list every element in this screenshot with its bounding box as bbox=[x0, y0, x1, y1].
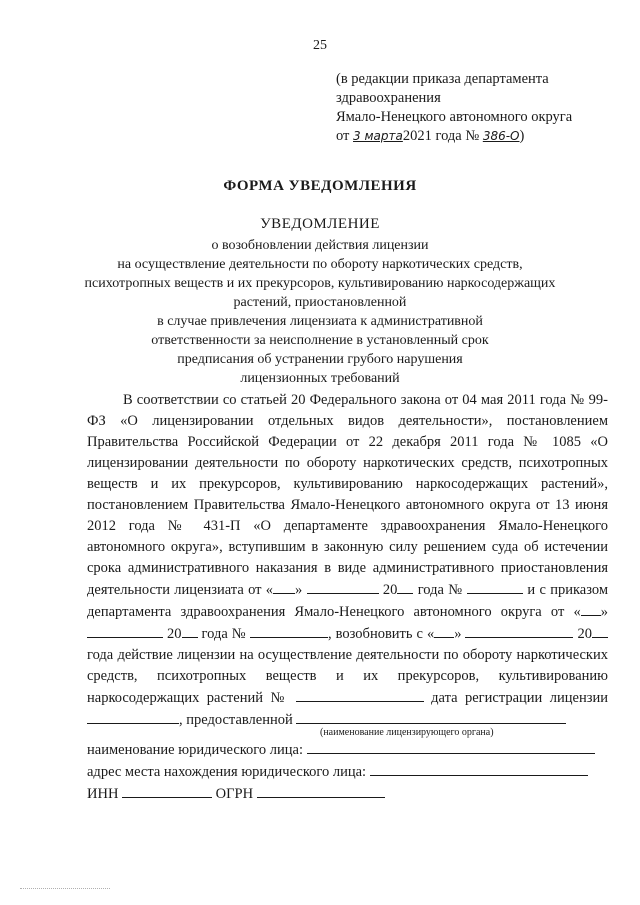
page-number: 25 bbox=[313, 38, 327, 53]
edition-line-1: (в редакции приказа департамента bbox=[336, 71, 549, 87]
suspension-year-blank[interactable] bbox=[397, 579, 413, 594]
notice-title: УВЕДОМЛЕНИЕ bbox=[260, 216, 380, 232]
notice-body bbox=[87, 390, 608, 731]
order-month-blank[interactable] bbox=[87, 623, 163, 638]
handwritten-date: 3 марта bbox=[353, 129, 403, 143]
licensing-authority-blank[interactable] bbox=[296, 709, 566, 724]
resume-month-blank[interactable] bbox=[465, 623, 573, 638]
subject-line: психотропных веществ и их прекурсоров, культивированию наркосодержащих bbox=[84, 276, 556, 291]
edition-year-number: 2021 года № bbox=[402, 128, 480, 144]
handwritten-order-number: 386-О bbox=[482, 129, 520, 143]
ogrn-label: ОГРН bbox=[215, 786, 254, 802]
ogrn-blank[interactable] bbox=[257, 783, 385, 798]
license-number-blank[interactable] bbox=[296, 687, 424, 702]
notice-subject bbox=[60, 236, 580, 388]
edition-line-4 bbox=[336, 127, 626, 146]
legal-entity-name-label: наименование юридического лица: bbox=[87, 742, 303, 758]
court-decision-number-blank[interactable] bbox=[467, 579, 523, 594]
resume-day-blank[interactable] bbox=[434, 623, 454, 638]
legal-entity-address-blank[interactable] bbox=[370, 761, 588, 776]
resume-year-blank[interactable] bbox=[592, 623, 608, 638]
suspension-day-blank[interactable] bbox=[273, 579, 295, 594]
subject-line: лицензионных требований bbox=[240, 371, 400, 386]
scan-artifact bbox=[20, 886, 110, 889]
inn-ogrn-row bbox=[87, 783, 385, 803]
edition-line-2: здравоохранения bbox=[336, 90, 441, 106]
suspension-month-blank[interactable] bbox=[307, 579, 379, 594]
body-paragraph: В соответствии со статьей 20 Федерального закона от 04 мая 2011 года № 99-ФЗ «О лицензировании отдельных видов деятельности», постановлением Правительства Российской Федерации от 22 декабря 2011 года № 1085 «О лицензировании деятельности по обороту наркотических средств, психотропных веществ и их прекурсоров, культивированию наркосодержащих растений», постановлением Правительства Ямало-Ненецкого автономного округа от 13 июня 2012 года № 431-П «О департаменте здравоохранения Ямало-Ненецкого автономного округа», вступившим в законную силу решением суда об истечении срока административного наказания в виде административного приостановления деятельности лицензиата от « » 20 года № и с приказом департамента здравоохранения Ямало-Ненецкого автономного округа от « » 20 года № , возобновить с « » 20 года действие лицензии на осуществление деятельности по обороту наркотических средств, психотропных веществ и их прекурсоров, культивированию наркосодержащих растений № дата регистрации лицензии , предоставленной bbox=[87, 392, 609, 728]
edition-prefix: от bbox=[336, 128, 350, 144]
order-number-blank[interactable] bbox=[250, 623, 328, 638]
edition-line-3: Ямало-Ненецкого автономного округа bbox=[336, 109, 573, 125]
edition-note bbox=[336, 70, 626, 146]
legal-entity-address-label: адрес места нахождения юридического лица: bbox=[87, 764, 367, 780]
legal-entity-name-row bbox=[87, 739, 595, 759]
license-date-blank[interactable] bbox=[87, 709, 179, 724]
subject-line: растений, приостановленной bbox=[233, 295, 407, 310]
subject-line: в случае привлечения лицензиата к административной bbox=[157, 314, 483, 329]
legal-entity-address-row bbox=[87, 761, 588, 781]
edition-suffix: ) bbox=[519, 128, 525, 144]
inn-blank[interactable] bbox=[122, 783, 212, 798]
subject-line: предписания об устранении грубого нарушения bbox=[177, 352, 463, 367]
inn-label: ИНН bbox=[87, 786, 119, 802]
order-year-blank[interactable] bbox=[182, 623, 198, 638]
licensing-authority-caption: (наименование лицензирующего органа) bbox=[320, 727, 494, 738]
subject-line: о возобновлении действия лицензии bbox=[211, 238, 429, 253]
subject-line: ответственности за неисполнение в установленный срок bbox=[151, 333, 489, 348]
legal-entity-name-blank[interactable] bbox=[307, 739, 595, 754]
subject-line: на осуществление деятельности по обороту наркотических средств, bbox=[117, 257, 523, 272]
order-day-blank[interactable] bbox=[581, 601, 601, 616]
form-title: ФОРМА УВЕДОМЛЕНИЯ bbox=[223, 178, 417, 194]
